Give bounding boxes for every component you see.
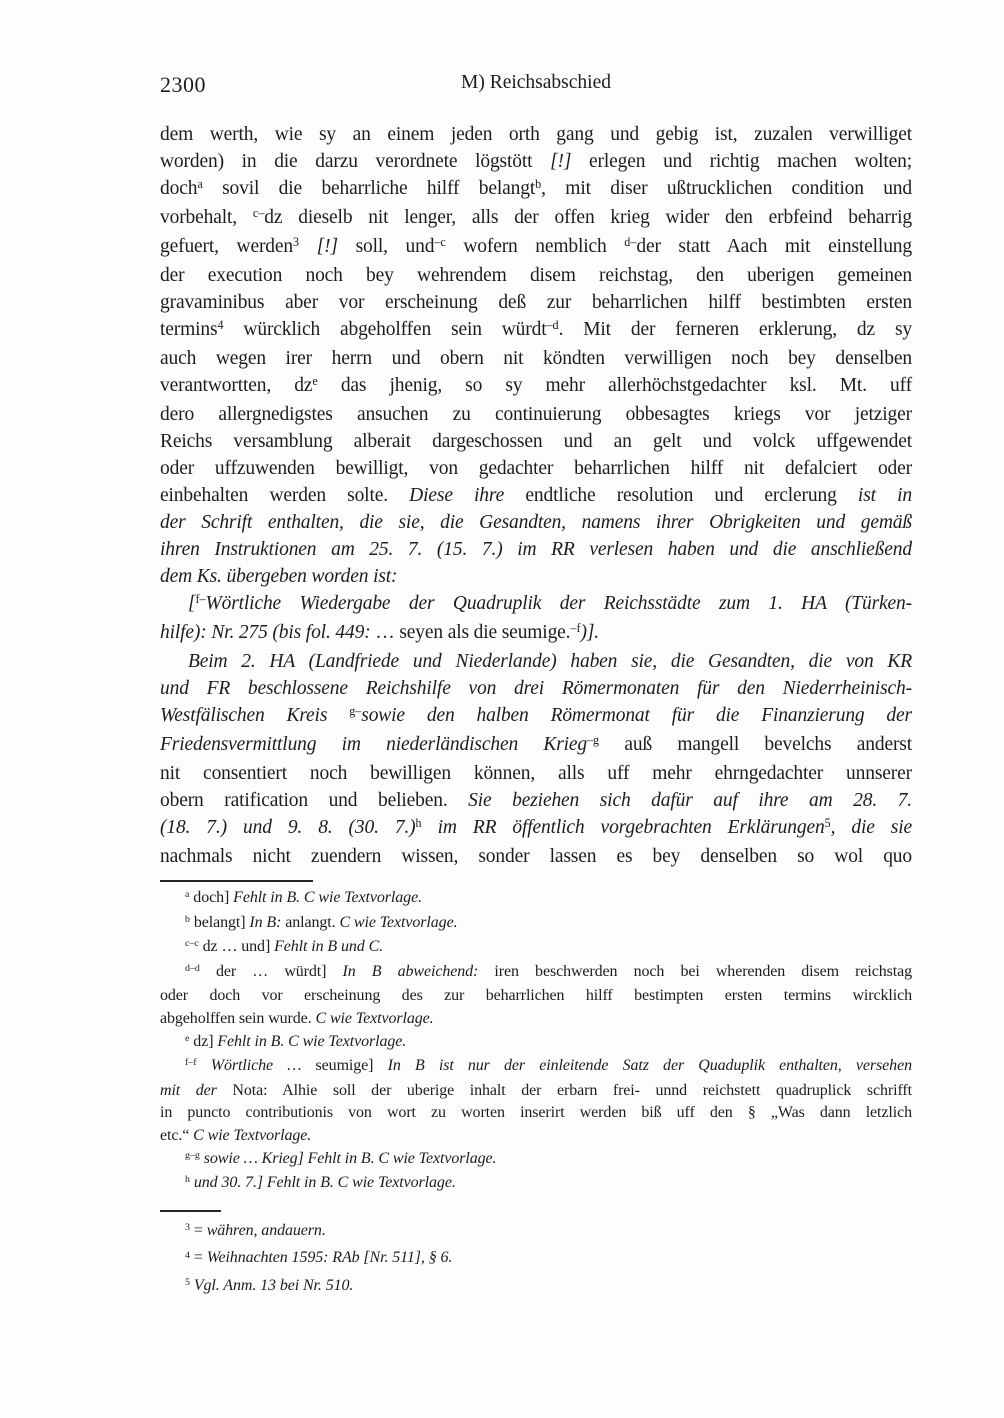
text-line: $^{d-d}$ der … würdt] In B abweichend: iren beschwerden noch bei wherenden disem reichstag (185, 962, 912, 980)
text-line: $^a$ doch] Fehlt in B. C wie Textvorlage. (185, 889, 422, 906)
text-line: Friedensvermittlung im niederländischen Krieg$^{-g}$ auß mangell bevelchs anderst (160, 733, 913, 755)
text-line: Beim 2. HA (Landfriede und Niederlande) haben sie, die Gesandten, die von KR (188, 651, 912, 672)
text-line: und FR beschlossene Reichshilfe von drei Römermonaten für den Niederrheinisch- (160, 678, 912, 699)
text-line: $^b$ belangt] In B: anlangt. C wie Textvorlage. (185, 913, 458, 931)
numbered-footnotes (160, 1218, 912, 1301)
text-line: $^5$ Vgl. Anm. 13 bei Nr. 510. (185, 1276, 354, 1294)
text-line: $^h$ und 30. 7.] Fehlt in B. C wie Textvorlage. (185, 1174, 456, 1192)
text-line: $^{f-f}$ Wörtliche … seumige] In B ist nur der einleitende Satz der Quaduplik enthalten, versehen (185, 1057, 912, 1075)
text-line: gefuert, werden$^3$ [!] soll, und$^{-c}$ wofern nemblich $^{d-}$der statt Aach mit einstellung (160, 235, 912, 257)
footnote-marker: b (185, 913, 190, 925)
footnote-marker: 5 (824, 816, 831, 831)
footnote-marker: –d (546, 318, 559, 333)
text-line: $^e$ dz] Fehlt in B. C wie Textvorlage. (185, 1032, 407, 1050)
footnote-marker: a (185, 889, 190, 901)
page-header (160, 72, 912, 100)
text-line: doch$^a$ sovil die beharrliche hilff belangt$^b$, mit diser ußtrucklichen condition und (160, 177, 912, 199)
text-line: abgeholffen sein wurde. C wie Textvorlage. (160, 1009, 434, 1027)
text-line: verantwortten, $dz^e$ das jhenig, so sy mehr allerhöchstgedachter ksl. Mt. uff (160, 374, 912, 396)
text-line: dem werth, wie sy an einem jeden orth gang und gebig ist, zuzalen verwilliget (160, 124, 912, 145)
footnote-marker: c–c (185, 938, 199, 950)
text-line: nit consentiert noch bewilligen können, alls uff mehr ehrngedachter unnserer (160, 763, 912, 784)
text-line: dero allergnedigstes ansuchen zu continuierung obbesagtes kriegs vor jetziger (160, 404, 912, 425)
text-line: (18. 7.) und 9. 8. (30. 7.)$^h$ im RR öffentlich vorgebrachten Erklärungen$^5$, die sie (160, 816, 912, 838)
critical-apparatus-footnotes (160, 887, 912, 1197)
text-line: oder uffzuwenden bewilligt, von gedachter beharrlichen hilff nit defalciert oder (160, 458, 912, 479)
text-line: worden) in die darzu verordnete lögstött [!] erlegen und richtig machen wolten; (160, 151, 912, 172)
footnote-marker: 3 (185, 1221, 190, 1233)
footnote-marker: f–f (185, 1057, 197, 1069)
footnote-marker: d–d (185, 963, 200, 975)
text-line: nachmals nicht zuendern wissen, sonder lassen es bey denselben so wol quo (160, 846, 912, 867)
text-line: Westfälischen Kreis $^{g-}$sowie den halben Römermonat für die Finanzierung der (160, 704, 912, 726)
footnote-marker: e (312, 374, 318, 389)
text-line: obern ratification und belieben. Sie beziehen sich dafür auf ihre am 28. 7. (160, 790, 912, 811)
text-line: $^{g-g}$ sowie … Krieg] Fehlt in B. C wie Textvorlage. (185, 1149, 497, 1167)
text-line: gravaminibus aber vor erscheinung deß zur beharrlichen hilff bestimbten ersten (160, 292, 912, 313)
text-line: $^{c-c}$ dz … und] Fehlt in B und C. (185, 938, 384, 956)
footnote-marker: c– (252, 206, 265, 221)
text-line: Reichs versamblung alberait dargeschossen und an gelt und volck uffgewendet (160, 431, 912, 452)
footnote-marker: h (185, 1174, 190, 1186)
footnote-marker: h (415, 816, 422, 831)
text-line: $^4$ = Weihnachten 1595: RAb [Nr. 511], § 6. (185, 1249, 453, 1267)
footnote-marker: 5 (185, 1277, 190, 1289)
footnote-marker: f– (195, 592, 206, 607)
footnote-marker: a (197, 177, 203, 192)
footnote-marker: –g (587, 733, 600, 748)
footnote-marker: d– (624, 235, 637, 250)
text-block (160, 72, 912, 1301)
text-line: termins$^4$ würcklich abgeholffen sein würdt$^{-d}$. Mit der ferneren erklerung, dz sy (160, 318, 912, 340)
text-line: oder doch vor erscheinung des zur beharrlichen hilff bestimpten ersten termins wircklich (160, 987, 912, 1005)
page-number: 2300 (160, 72, 206, 97)
footnote-marker: g– (349, 704, 362, 719)
footnote-marker: e (185, 1032, 190, 1044)
footnote-marker: –c (434, 235, 446, 250)
footnote-marker: –f (570, 621, 581, 636)
footnote-marker: 4 (217, 318, 224, 333)
footnote-marker: 4 (185, 1249, 190, 1261)
running-header-title: M) Reichsabschied (460, 72, 611, 93)
text-line: der Schrift enthalten, die sie, die Gesandten, namens ihrer Obrigkeiten und gemäß (160, 512, 912, 533)
text-line: mit der Nota: Alhie soll der uberige inhalt der erbarn frei- unnd reichstett quadruplick schrifft (160, 1081, 912, 1099)
text-line: der execution noch bey wehrendem disem reichstag, den uberigen gemeinen (160, 265, 912, 286)
text-line: $^3$ = währen, andauern. (185, 1221, 326, 1239)
main-body-text (160, 121, 912, 870)
text-line: hilfe): Nr. 275 (bis fol. 449: … seyen als die seumige.$^{-f}$)]. (160, 621, 599, 643)
text-line: vorbehalt, $^{c-}$dz dieselb nit lenger, alls der offen krieg wider den erbfeind beharrig (160, 206, 912, 228)
text-line: einbehalten werden solte. Diese ihre endtliche resolution und erclerung ist in (160, 485, 912, 506)
text-line: auch wegen irer herrn und obern nit köndten verwilligen noch bey denselben (160, 348, 912, 369)
text-line: ihren Instruktionen am 25. 7. (15. 7.) im RR verlesen haben und die anschließend (160, 539, 912, 560)
footnote-marker: 3 (293, 235, 300, 250)
numbered-footnote-separator-rule (160, 1210, 221, 1212)
footnote-marker: g–g (185, 1149, 200, 1161)
footnote-separator-rule (160, 880, 313, 882)
text-line: [$^{f-}$Wörtliche Wiedergabe der Quadruplik der Reichsstädte zum 1. HA (Türken- (188, 592, 912, 614)
text-line: dem Ks. übergeben worden ist: (160, 566, 398, 587)
text-line: etc.“ C wie Textvorlage. (160, 1126, 312, 1144)
text-line: in puncto contributionis von wort zu worten inserirt werden biß uff den § „Was dann letzlich (160, 1104, 912, 1122)
footnote-marker: b (535, 177, 542, 192)
